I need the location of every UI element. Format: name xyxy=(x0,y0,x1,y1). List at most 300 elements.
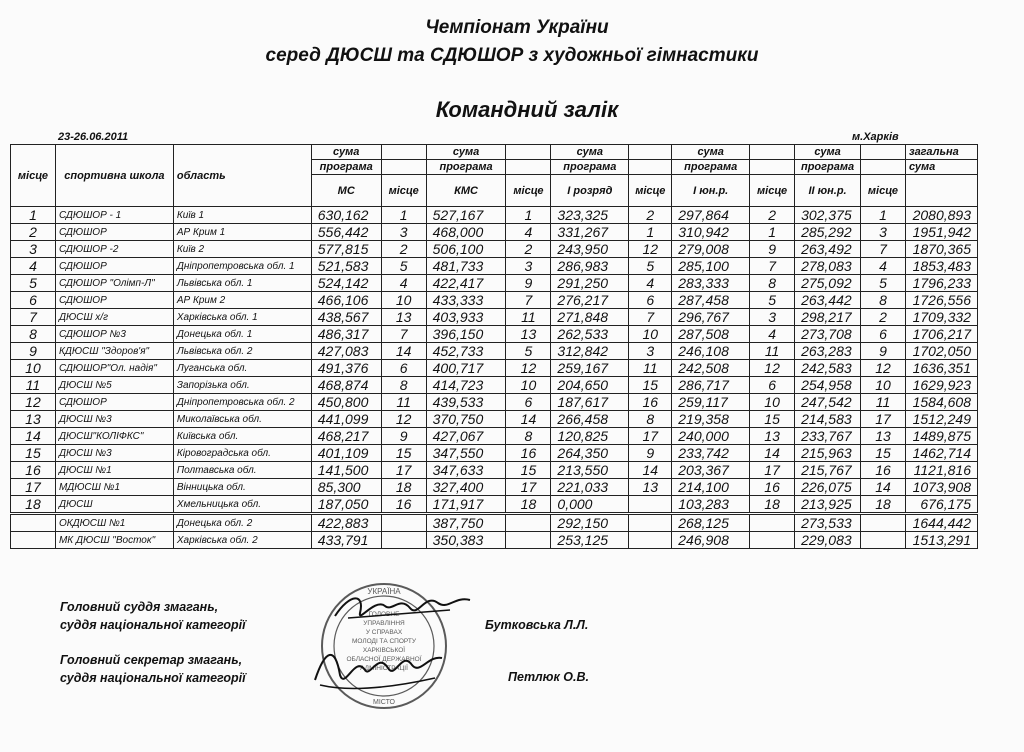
row-ms-place: 15 xyxy=(381,445,426,462)
table-row xyxy=(11,462,978,479)
stamp-line: МОЛОДІ ТА СПОРТУ xyxy=(351,638,417,645)
row-rank1-sum: 312,842 xyxy=(551,343,629,360)
row-jun1-place: 13 xyxy=(750,428,795,445)
row-kms-place: 5 xyxy=(506,343,551,360)
row-jun2-place: 8 xyxy=(861,292,906,309)
title-line-1: Чемпіонат України xyxy=(425,17,609,38)
row-rank1-place: 8 xyxy=(629,411,672,428)
row-jun1-place: 3 xyxy=(750,309,795,326)
stamp-line: У СПРАВАХ xyxy=(365,629,403,636)
row-place xyxy=(11,514,56,532)
row-rank1-sum: 213,550 xyxy=(551,462,629,479)
row-rank1-sum: 187,617 xyxy=(551,394,629,411)
row-total: 1629,923 xyxy=(905,377,977,394)
row-jun1-sum: 259,117 xyxy=(672,394,750,411)
row-rank1-place: 12 xyxy=(629,241,672,258)
row-place: 3 xyxy=(11,241,56,258)
row-kms-place xyxy=(506,532,551,549)
row-jun2-place: 4 xyxy=(861,258,906,275)
row-rank1-place: 2 xyxy=(629,207,672,224)
row-ms-sum: 577,815 xyxy=(311,241,381,258)
row-jun2-sum: 278,083 xyxy=(795,258,861,275)
row-place: 6 xyxy=(11,292,56,309)
table-row xyxy=(11,275,978,292)
row-total: 1951,942 xyxy=(905,224,977,241)
row-school: СДЮШОР xyxy=(55,394,173,411)
row-total: 1726,556 xyxy=(905,292,977,309)
row-region: Хмельницька обл. xyxy=(173,496,311,514)
row-kms-place: 3 xyxy=(506,258,551,275)
row-rank1-place: 17 xyxy=(629,428,672,445)
row-kms-sum: 414,723 xyxy=(426,377,506,394)
row-kms-place: 9 xyxy=(506,275,551,292)
stamp-outer-text: УКРАЇНА xyxy=(367,587,401,596)
row-jun2-sum: 229,083 xyxy=(795,532,861,549)
row-jun2-sum: 242,583 xyxy=(795,360,861,377)
row-school: ДЮСШ х/г xyxy=(55,309,173,326)
row-place: 7 xyxy=(11,309,56,326)
row-ms-place: 11 xyxy=(381,394,426,411)
row-region: Київ 2 xyxy=(173,241,311,258)
row-jun1-place: 5 xyxy=(750,292,795,309)
row-school: СДЮШОР -2 xyxy=(55,241,173,258)
row-place: 4 xyxy=(11,258,56,275)
header-total-2: сума xyxy=(905,160,977,175)
row-ms-sum: 433,791 xyxy=(311,532,381,549)
row-ms-sum: 427,083 xyxy=(311,343,381,360)
row-place: 17 xyxy=(11,479,56,496)
row-ms-sum: 187,050 xyxy=(311,496,381,514)
row-kms-place: 18 xyxy=(506,496,551,514)
row-school: КДЮСШ "Здоров'я" xyxy=(55,343,173,360)
row-rank1-sum: 253,125 xyxy=(551,532,629,549)
row-region: Миколаївська обл. xyxy=(173,411,311,428)
row-jun2-place: 1 xyxy=(861,207,906,224)
row-school: СДЮШОР xyxy=(55,292,173,309)
table-row xyxy=(11,411,978,428)
row-ms-place: 7 xyxy=(381,326,426,343)
row-jun2-place: 5 xyxy=(861,275,906,292)
header-program-j1: програма xyxy=(672,160,750,175)
table-row xyxy=(11,479,978,496)
stamp-bottom-text: МІСТО xyxy=(372,699,396,706)
row-place: 1 xyxy=(11,207,56,224)
row-ms-place: 9 xyxy=(381,428,426,445)
row-kms-place: 11 xyxy=(506,309,551,326)
stamp-line: ХАРКІВСЬКОЇ xyxy=(362,647,406,654)
row-total: 1121,816 xyxy=(905,462,977,479)
row-total: 1513,291 xyxy=(905,532,977,549)
row-region: Львівська обл. 1 xyxy=(173,275,311,292)
table-row xyxy=(11,241,978,258)
row-jun1-sum: 242,508 xyxy=(672,360,750,377)
row-total: 1644,442 xyxy=(905,514,977,532)
table-row xyxy=(11,445,978,462)
row-school: ДЮСШ №3 xyxy=(55,411,173,428)
row-jun1-place: 15 xyxy=(750,411,795,428)
row-jun1-sum: 287,508 xyxy=(672,326,750,343)
row-jun2-sum: 302,375 xyxy=(795,207,861,224)
row-rank1-place: 7 xyxy=(629,309,672,326)
row-place: 13 xyxy=(11,411,56,428)
row-ms-place: 1 xyxy=(381,207,426,224)
row-kms-sum: 433,333 xyxy=(426,292,506,309)
stamp-line: ОБЛАСНОЇ ДЕРЖАВНОЇ xyxy=(346,656,422,663)
judge-block xyxy=(60,598,246,634)
row-kms-place: 7 xyxy=(506,292,551,309)
row-jun1-sum: 310,942 xyxy=(672,224,750,241)
row-region: Полтавська обл. xyxy=(173,462,311,479)
row-ms-sum: 556,442 xyxy=(311,224,381,241)
row-region: АР Крим 2 xyxy=(173,292,311,309)
row-jun2-sum: 263,283 xyxy=(795,343,861,360)
row-region: Кіровоградська обл. xyxy=(173,445,311,462)
row-jun2-place: 3 xyxy=(861,224,906,241)
row-school: СДЮШОР "Олімп-Л" xyxy=(55,275,173,292)
row-ms-sum: 441,099 xyxy=(311,411,381,428)
row-ms-sum: 401,109 xyxy=(311,445,381,462)
row-jun1-sum: 203,367 xyxy=(672,462,750,479)
row-kms-sum: 452,733 xyxy=(426,343,506,360)
row-kms-place: 15 xyxy=(506,462,551,479)
row-kms-sum: 403,933 xyxy=(426,309,506,326)
row-jun1-place: 11 xyxy=(750,343,795,360)
row-region: Дніпропетровська обл. 2 xyxy=(173,394,311,411)
row-kms-sum: 527,167 xyxy=(426,207,506,224)
row-rank1-sum: 120,825 xyxy=(551,428,629,445)
row-place: 10 xyxy=(11,360,56,377)
row-kms-place: 13 xyxy=(506,326,551,343)
header-total-1: загальна xyxy=(905,145,977,160)
row-place xyxy=(11,532,56,549)
row-kms-place: 1 xyxy=(506,207,551,224)
row-region: Дніпропетровська обл. 1 xyxy=(173,258,311,275)
row-jun2-place: 6 xyxy=(861,326,906,343)
row-rank1-place: 9 xyxy=(629,445,672,462)
table-row xyxy=(11,309,978,326)
secretary-block xyxy=(60,651,246,687)
header-kms: КМС xyxy=(426,175,506,207)
row-ms-place: 13 xyxy=(381,309,426,326)
row-rank1-place xyxy=(629,514,672,532)
row-total: 1584,608 xyxy=(905,394,977,411)
row-jun1-sum: 297,864 xyxy=(672,207,750,224)
row-school: ДЮСШ №1 xyxy=(55,462,173,479)
row-total: 2080,893 xyxy=(905,207,977,224)
secretary-signature xyxy=(310,640,450,695)
row-jun1-place: 16 xyxy=(750,479,795,496)
row-rank1-sum: 262,533 xyxy=(551,326,629,343)
table-row xyxy=(11,207,978,224)
row-school: МК ДЮСШ "Восток" xyxy=(55,532,173,549)
row-jun1-sum: 233,742 xyxy=(672,445,750,462)
row-place: 9 xyxy=(11,343,56,360)
row-place: 15 xyxy=(11,445,56,462)
row-ms-place: 14 xyxy=(381,343,426,360)
row-ms-sum: 491,376 xyxy=(311,360,381,377)
header-sum-ms: сума xyxy=(311,145,381,160)
header-school: спортивна школа xyxy=(55,145,173,207)
row-place: 14 xyxy=(11,428,56,445)
table-row xyxy=(11,326,978,343)
table-row xyxy=(11,532,978,549)
row-jun1-place xyxy=(750,514,795,532)
row-kms-sum: 171,917 xyxy=(426,496,506,514)
row-kms-sum: 370,750 xyxy=(426,411,506,428)
row-jun1-place xyxy=(750,532,795,549)
header-jun2: ІІ юн.р. xyxy=(795,175,861,207)
row-school: СДЮШОР №3 xyxy=(55,326,173,343)
header-kms-place: місце xyxy=(506,175,551,207)
row-jun2-place xyxy=(861,514,906,532)
row-ms-sum: 630,162 xyxy=(311,207,381,224)
row-jun1-place: 2 xyxy=(750,207,795,224)
table-row xyxy=(11,514,978,532)
row-region: Запорізька обл. xyxy=(173,377,311,394)
row-school: МДЮСШ №1 xyxy=(55,479,173,496)
row-ms-place: 10 xyxy=(381,292,426,309)
header-region: область xyxy=(173,145,311,207)
row-kms-sum: 350,383 xyxy=(426,532,506,549)
row-jun1-sum: 240,000 xyxy=(672,428,750,445)
row-kms-sum: 396,150 xyxy=(426,326,506,343)
row-ms-place: 2 xyxy=(381,241,426,258)
row-ms-place: 8 xyxy=(381,377,426,394)
row-rank1-place xyxy=(629,532,672,549)
row-school: ДЮСШ"КОЛІФКС" xyxy=(55,428,173,445)
row-rank1-place: 14 xyxy=(629,462,672,479)
event-city: м.Харків xyxy=(852,131,899,143)
row-ms-place: 18 xyxy=(381,479,426,496)
row-place: 18 xyxy=(11,496,56,514)
row-total: 1796,233 xyxy=(905,275,977,292)
judge-name: Бутковська Л.Л. xyxy=(485,618,589,632)
row-rank1-sum: 266,458 xyxy=(551,411,629,428)
row-total: 676,175 xyxy=(905,496,977,514)
row-jun2-place: 14 xyxy=(861,479,906,496)
row-total: 1702,050 xyxy=(905,343,977,360)
header-program-ms: програма xyxy=(311,160,381,175)
row-jun1-place: 4 xyxy=(750,326,795,343)
header-sum-j2: сума xyxy=(795,145,861,160)
header-ms: МС xyxy=(311,175,381,207)
table-row xyxy=(11,496,978,514)
header-sum-kms: сума xyxy=(426,145,506,160)
row-rank1-sum: 291,250 xyxy=(551,275,629,292)
row-rank1-sum: 259,167 xyxy=(551,360,629,377)
row-jun2-sum: 285,292 xyxy=(795,224,861,241)
row-total: 1073,908 xyxy=(905,479,977,496)
row-jun1-sum: 285,100 xyxy=(672,258,750,275)
table-row xyxy=(11,292,978,309)
row-ms-sum: 422,883 xyxy=(311,514,381,532)
row-jun1-place: 10 xyxy=(750,394,795,411)
row-school: ДЮСШ xyxy=(55,496,173,514)
row-total: 1462,714 xyxy=(905,445,977,462)
row-jun2-sum: 275,092 xyxy=(795,275,861,292)
row-ms-sum: 438,567 xyxy=(311,309,381,326)
row-school: ОКДЮСШ №1 xyxy=(55,514,173,532)
row-jun1-place: 8 xyxy=(750,275,795,292)
row-kms-sum: 347,550 xyxy=(426,445,506,462)
title-line-2: серед ДЮСШ та СДЮШОР з художньої гімнастики xyxy=(265,45,759,66)
row-jun2-place: 11 xyxy=(861,394,906,411)
row-jun2-place: 18 xyxy=(861,496,906,514)
secretary-category: суддя національної категорії xyxy=(60,671,246,685)
table-row xyxy=(11,428,978,445)
header-program-j2: програма xyxy=(795,160,861,175)
row-jun1-place: 1 xyxy=(750,224,795,241)
row-region: Донецька обл. 2 xyxy=(173,514,311,532)
header-jun1-place: місце xyxy=(750,175,795,207)
judge-title: Головний суддя змагань, xyxy=(60,600,219,614)
row-ms-sum: 521,583 xyxy=(311,258,381,275)
stamp-line: УПРАВЛІННЯ xyxy=(363,620,405,627)
row-region: Луганська обл. xyxy=(173,360,311,377)
row-total: 1706,217 xyxy=(905,326,977,343)
header-program-kms: програма xyxy=(426,160,506,175)
row-jun2-sum: 213,925 xyxy=(795,496,861,514)
header-program-r1: програма xyxy=(551,160,629,175)
row-kms-sum: 347,633 xyxy=(426,462,506,479)
row-rank1-sum: 292,150 xyxy=(551,514,629,532)
row-rank1-place: 6 xyxy=(629,292,672,309)
row-kms-sum: 427,067 xyxy=(426,428,506,445)
row-jun2-place xyxy=(861,532,906,549)
row-ms-sum: 468,874 xyxy=(311,377,381,394)
row-jun1-sum: 279,008 xyxy=(672,241,750,258)
row-jun2-place: 10 xyxy=(861,377,906,394)
row-region: Київська обл. xyxy=(173,428,311,445)
row-jun2-place: 12 xyxy=(861,360,906,377)
row-ms-sum: 468,217 xyxy=(311,428,381,445)
row-jun1-sum: 103,283 xyxy=(672,496,750,514)
row-kms-place: 6 xyxy=(506,394,551,411)
row-kms-place: 12 xyxy=(506,360,551,377)
header-jun2-place: місце xyxy=(861,175,906,207)
header-rank1: І розряд xyxy=(551,175,629,207)
row-kms-sum: 481,733 xyxy=(426,258,506,275)
row-ms-sum: 524,142 xyxy=(311,275,381,292)
row-place: 12 xyxy=(11,394,56,411)
row-jun2-place: 9 xyxy=(861,343,906,360)
row-ms-place: 5 xyxy=(381,258,426,275)
subtitle: Командний залік xyxy=(435,97,619,122)
event-date: 23-26.06.2011 xyxy=(58,131,129,143)
row-kms-sum: 439,533 xyxy=(426,394,506,411)
row-rank1-sum: 286,983 xyxy=(551,258,629,275)
row-jun1-sum: 286,717 xyxy=(672,377,750,394)
row-ms-sum: 466,106 xyxy=(311,292,381,309)
row-jun1-sum: 268,125 xyxy=(672,514,750,532)
judge-signature xyxy=(330,588,480,628)
row-jun2-sum: 298,217 xyxy=(795,309,861,326)
row-kms-place: 14 xyxy=(506,411,551,428)
row-rank1-sum: 243,950 xyxy=(551,241,629,258)
row-rank1-sum: 221,033 xyxy=(551,479,629,496)
row-jun1-place: 14 xyxy=(750,445,795,462)
row-place: 5 xyxy=(11,275,56,292)
row-ms-place: 17 xyxy=(381,462,426,479)
row-region: Київ 1 xyxy=(173,207,311,224)
row-jun1-place: 17 xyxy=(750,462,795,479)
row-total: 1636,351 xyxy=(905,360,977,377)
row-kms-sum: 327,400 xyxy=(426,479,506,496)
row-ms-place xyxy=(381,514,426,532)
row-jun2-sum: 214,583 xyxy=(795,411,861,428)
row-kms-place: 2 xyxy=(506,241,551,258)
row-rank1-sum: 323,325 xyxy=(551,207,629,224)
results-table xyxy=(10,144,978,549)
row-rank1-sum: 264,350 xyxy=(551,445,629,462)
row-region: Харківська обл. 1 xyxy=(173,309,311,326)
row-place: 2 xyxy=(11,224,56,241)
row-school: СДЮШОР xyxy=(55,224,173,241)
header-sum-j1: сума xyxy=(672,145,750,160)
row-rank1-place: 15 xyxy=(629,377,672,394)
row-rank1-place: 5 xyxy=(629,258,672,275)
row-kms-sum: 468,000 xyxy=(426,224,506,241)
row-ms-place: 3 xyxy=(381,224,426,241)
row-jun1-sum: 283,333 xyxy=(672,275,750,292)
row-jun1-sum: 296,767 xyxy=(672,309,750,326)
row-jun2-sum: 263,442 xyxy=(795,292,861,309)
row-rank1-sum: 271,848 xyxy=(551,309,629,326)
judge-category: суддя національної категорії xyxy=(60,618,246,632)
row-jun2-sum: 247,542 xyxy=(795,394,861,411)
row-jun1-sum: 246,108 xyxy=(672,343,750,360)
row-region: Харківська обл. 2 xyxy=(173,532,311,549)
stamp-line: АДМІНІСТРАЦІЇ xyxy=(360,665,408,672)
row-region: Донецька обл. 1 xyxy=(173,326,311,343)
row-jun2-sum: 254,958 xyxy=(795,377,861,394)
header-ms-place: місце xyxy=(381,175,426,207)
row-ms-sum: 486,317 xyxy=(311,326,381,343)
row-rank1-place: 13 xyxy=(629,479,672,496)
row-ms-place xyxy=(381,532,426,549)
row-jun1-place: 18 xyxy=(750,496,795,514)
row-total: 1853,483 xyxy=(905,258,977,275)
row-jun2-place: 13 xyxy=(861,428,906,445)
table-row xyxy=(11,377,978,394)
table-row xyxy=(11,258,978,275)
row-place: 8 xyxy=(11,326,56,343)
header-rank1-place: місце xyxy=(629,175,672,207)
row-jun2-sum: 273,533 xyxy=(795,514,861,532)
row-rank1-sum: 0,000 xyxy=(551,496,629,514)
row-jun2-place: 15 xyxy=(861,445,906,462)
table-row xyxy=(11,343,978,360)
table-row xyxy=(11,360,978,377)
row-rank1-place xyxy=(629,496,672,514)
row-jun1-sum: 287,458 xyxy=(672,292,750,309)
row-ms-place: 16 xyxy=(381,496,426,514)
row-jun2-sum: 263,492 xyxy=(795,241,861,258)
stamp-line: ГОЛОВНЕ xyxy=(368,611,400,618)
row-jun1-place: 7 xyxy=(750,258,795,275)
row-rank1-place: 1 xyxy=(629,224,672,241)
row-kms-place: 10 xyxy=(506,377,551,394)
row-ms-place: 4 xyxy=(381,275,426,292)
row-jun1-place: 9 xyxy=(750,241,795,258)
row-jun2-sum: 215,767 xyxy=(795,462,861,479)
row-kms-place: 4 xyxy=(506,224,551,241)
row-rank1-sum: 276,217 xyxy=(551,292,629,309)
row-kms-place xyxy=(506,514,551,532)
row-ms-sum: 85,300 xyxy=(311,479,381,496)
table-row xyxy=(11,394,978,411)
row-jun2-sum: 273,708 xyxy=(795,326,861,343)
